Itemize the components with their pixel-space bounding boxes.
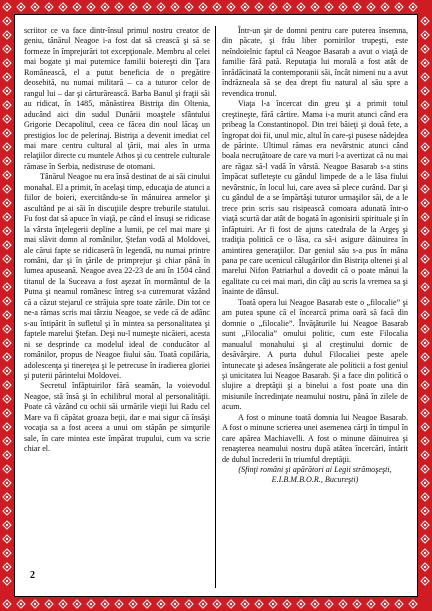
right-paragraph-4: A fost o minune toată domnia lui Neagoe Basarab. A fost o minune scrierea unei asemenea cărţi în timpul în care apărea Machiavelli. A fost o minune dăinuirea şi renaşterea neamului nostru după atâtea încercări, întărit de duhul încrederii în triumful dreptăţii. <box>222 412 408 464</box>
ornament-dot <box>132 603 134 605</box>
ornament-dot <box>424 384 426 386</box>
left-paragraph-1: scriitor ce va face dintr-însul primul nostru creator de geniu, tânărul Neagoe i-a fost dat să crească şi să se formeze în împrejurări tot excepţionale. Membru al celei mai bogate şi mai puternice familii boiereşti din Ţara Românească, el a putut beneficia de o pregătire deosebită, nu numai militară – ca a tuturor celor de rangul lui – dar şi cărturărească. Barba Banul şi fraţii săi au ridicat, în 1485, mănăstirea Bistriţa din Oltenia, aducând aici din sudul Dunării moaştele sfântului Grigorie Decapolitul, ceea ce făcea din noul lăcaş un prestigios loc de pelerinaj. Bistriţa a devenit imediat cel mai mare centru cultural al ţării, mai ales în urma relaţiilor directe cu muntele Athos şi cu centrele culturale rămase în Serbia, nedistruse de otomani. <box>24 26 210 171</box>
ornament-dot <box>6 90 8 92</box>
ornament-dot <box>424 34 426 36</box>
ornament-dot <box>202 603 204 605</box>
ornament-dot <box>328 6 330 8</box>
ornament-dot <box>118 6 120 8</box>
ornament-dot <box>384 6 386 8</box>
ornament-dot <box>370 603 372 605</box>
ornament-dot <box>6 328 8 330</box>
ornament-dot <box>424 342 426 344</box>
ornament-dot <box>424 524 426 526</box>
ornament-dot <box>6 342 8 344</box>
ornament-dot <box>6 566 8 568</box>
right-column <box>222 26 408 588</box>
ornament-dot <box>104 603 106 605</box>
ornament-dot <box>286 6 288 8</box>
ornament-dot <box>424 398 426 400</box>
ornament-dot <box>356 603 358 605</box>
source-signature: (Sfinţi români şi apărători ai Legii strămoşeşti, E.I.B.M.B.O.R., Bucureşti) <box>238 465 392 485</box>
ornament-dot <box>6 426 8 428</box>
ornament-dot <box>6 160 8 162</box>
ornament-dot <box>6 216 8 218</box>
ornament-dot <box>76 603 78 605</box>
ornament-dot <box>160 6 162 8</box>
ornament-dot <box>48 6 50 8</box>
ornament-dot <box>424 104 426 106</box>
left-paragraph-3: Secretul înfăptuirilor fără seamăn, la voievodul Neagoe, stă însă şi în echilibrul moral al personalităţii. Poate că văzând cu ochii săi urmările vieţii lui Radu cel Mare va fi căpătat groaza beţii, dar e mai sigur că însăşi vocaţia sa a fost aceea a unui om stăpân pe simţurile sale, în care mintea este împărat trupului, cum va scrie chiar el. <box>24 381 210 454</box>
ornament-dot <box>244 603 246 605</box>
ornament-dot <box>300 6 302 8</box>
ornament-dot <box>188 6 190 8</box>
ornament-dot <box>6 496 8 498</box>
ornament-dot <box>356 6 358 8</box>
ornament-dot <box>424 552 426 554</box>
right-paragraph-2: Viaţa l-a încercat din greu şi a primit totul creştineşte, fără cârtire. Mama i-a murit atunci când era pribeag la Constantinopol. Din trei băieţi şi două fete, a îngropat doi fii, unul mic, altul în care-şi pusese nădejdea de părinte. Ultimul rămas era nevârstnic atunci când boala necruţătoare de care va muri l-a avertizat că nu mai are răgaz să-l vadă în vârstă. Neagoe Basarab s-a stins împăcat sufleteşte cu gândul limpede de a le lăsa fiului nevârstnic, în locul lui, care avea să plece curând. Dar şi cu gândul de a se împărtăşi tuturor urmaşilor săi, de a le trece prin scris sau risipească comoara adunată într-o viaţă scurtă dar atât de bogată în agonisirii spirituale şi în înfăptuiri. Ar fi fost de ajuns catedrala de la Argeş şi tradiţia politică ce o lăsa, ca să-i asigure dăinuirea în amintirea generaţiilor. Dar geniul său s-a pus în mâna pana pe care ucenicul călugărilor din Bistriţa oltenei şi al marelui Nifon Patriarhul a dovedit că o poate mânui la egalitate cu cei mai mari, din câţi au scris la vremea sa şi înainte de dânsul. <box>222 99 408 297</box>
ornament-dot <box>424 48 426 50</box>
ornament-dot <box>90 6 92 8</box>
ornament-dot <box>6 552 8 554</box>
text-columns <box>24 26 408 588</box>
ornament-dot <box>258 603 260 605</box>
ornament-dot <box>424 230 426 232</box>
ornament-dot <box>6 538 8 540</box>
ornament-dot <box>6 356 8 358</box>
ornament-dot <box>424 216 426 218</box>
ornament-dot <box>132 6 134 8</box>
ornament-dot <box>424 272 426 274</box>
ornament-dot <box>6 468 8 470</box>
ornament-dot <box>188 603 190 605</box>
ornament-dot <box>424 538 426 540</box>
ornament-dot <box>342 603 344 605</box>
ornament-dot <box>6 384 8 386</box>
ornament-dot <box>118 603 120 605</box>
ornament-dot <box>424 118 426 120</box>
ornament-dot <box>6 398 8 400</box>
ornament-dot <box>174 603 176 605</box>
ornament-dot <box>424 188 426 190</box>
ornament-dot <box>146 603 148 605</box>
left-paragraph-2: Tânărul Neagoe nu era însă destinat de ai săi cinului monahal. El a primit, în acelaşi timp, educaţia de atunci a fiilor de boieri, exercitându-se în mânuirea armelor şi ascultând pe ai săi în discuţiile despre treburile statului. Fu fost dat să apuce în viaţă, pe când el însuşi se ridicase la vârsta înţelegerii depline a lumii, pe cel mai mare şi mai slăvit domn al românilor, Ştefan vodă al Moldovei, ale cărui fapte se ridicaseră în legendă, nu numai printre români, dar şi în ţările de primprejur şi chiar până în lumea apuseană. Neagoe avea 22-23 de ani în 1504 când titanul de la Suceava a fost aşezat în mormântul de la Putna şi neamul românesc întreg s-a cutremurat văzând că a căzut stejarul ce străjuia spre toate zările. Din tot ce ne-a rămas scris mai târziu Neagoe, se vede că de adânc s-au întipărit în sufletul şi în mintea sa personalitatea şi faptele marelui Ştefan. Deşi nu-l numeşte nicăieri, acesta ni se desprinde ca modelul ideal de conducător al românilor, propus de Neagoe fiului său. Toată copilăria, adolescenţa şi tinereţea şi le petrecuse în iradierea gloriei şi puterii părintelui Moldovei. <box>24 172 210 380</box>
ornament-dot <box>424 20 426 22</box>
ornament-dot <box>6 244 8 246</box>
ornament-dot <box>424 510 426 512</box>
ornament-dot <box>6 524 8 526</box>
ornament-dot <box>6 300 8 302</box>
ornament-dot <box>6 454 8 456</box>
ornament-dot <box>146 6 148 8</box>
ornament-dot <box>424 454 426 456</box>
ornament-dot <box>424 496 426 498</box>
ornament-dot <box>6 482 8 484</box>
ornament-dot <box>424 468 426 470</box>
ornament-dot <box>398 6 400 8</box>
ornament-dot <box>6 20 8 22</box>
ornament-dot <box>314 603 316 605</box>
ornament-dot <box>424 482 426 484</box>
ornament-dot <box>412 603 414 605</box>
ornament-dot <box>202 6 204 8</box>
ornament-dot <box>424 370 426 372</box>
ornament-dot <box>76 6 78 8</box>
ornament-dot <box>424 356 426 358</box>
ornament-dot <box>62 603 64 605</box>
ornament-dot <box>424 160 426 162</box>
ornament-dot <box>6 48 8 50</box>
ornament-dot <box>384 603 386 605</box>
ornament-dot <box>6 188 8 190</box>
ornament-dot <box>314 6 316 8</box>
ornament-dot <box>6 286 8 288</box>
ornament-dot <box>424 314 426 316</box>
ornament-dot <box>424 566 426 568</box>
ornament-dot <box>216 6 218 8</box>
ornament-dot <box>424 300 426 302</box>
ornament-dot <box>300 603 302 605</box>
ornament-dot <box>6 62 8 64</box>
page-number: 2 <box>30 570 35 581</box>
ornament-dot <box>272 603 274 605</box>
ornament-dot <box>328 603 330 605</box>
ornament-dot <box>230 6 232 8</box>
ornament-dot <box>424 132 426 134</box>
ornament-dot <box>6 580 8 582</box>
ornament-dot <box>6 314 8 316</box>
ornament-dot <box>424 426 426 428</box>
ornament-dot <box>6 104 8 106</box>
ornament-dot <box>6 34 8 36</box>
ornament-dot <box>6 132 8 134</box>
ornament-dot <box>104 6 106 8</box>
ornament-dot <box>424 440 426 442</box>
ornament-dot <box>160 603 162 605</box>
ornament-dot <box>272 6 274 8</box>
ornament-dot <box>6 370 8 372</box>
ornament-dot <box>424 412 426 414</box>
ornament-dot <box>34 6 36 8</box>
ornament-dot <box>424 286 426 288</box>
ornament-dot <box>424 76 426 78</box>
ornament-dot <box>424 202 426 204</box>
ornament-dot <box>424 90 426 92</box>
ornament-dot <box>424 62 426 64</box>
ornament-dot <box>424 146 426 148</box>
ornament-dot <box>34 603 36 605</box>
ornament-dot <box>370 6 372 8</box>
ornament-dot <box>412 6 414 8</box>
right-paragraph-3: Toată opera lui Neagoe Basarab este o „filocalie” şi am putea spune că el încearcă prima oară să facă din domnie o „filocalie”. Învăţăturile lui Neagoe Basarab sunt „Filocalia” omului politic, cum este Filocalia manualul monahului şi al creştinului dornic de desăvârşire. A purta duhul Filocaliei peste apele întunecate şi adesea însângerate ale politicii a fost geniul şi unicitatea lui Neagoe Basarab. Şi a face din politică o slujire a dreptăţii şi a binelui a fost poate una din misiunile încredinţate neamului nostru, până în zilele de acum. <box>222 297 408 412</box>
ornament-dot <box>6 6 8 8</box>
ornament-dot <box>258 6 260 8</box>
ornament-dot <box>6 202 8 204</box>
ornament-dot <box>20 6 22 8</box>
ornament-dot <box>6 76 8 78</box>
ornament-dot <box>174 6 176 8</box>
ornament-dot <box>6 272 8 274</box>
ornament-dot <box>424 244 426 246</box>
ornament-dot <box>6 412 8 414</box>
ornament-dot <box>230 603 232 605</box>
ornament-dot <box>6 230 8 232</box>
ornament-dot <box>424 580 426 582</box>
right-paragraph-1: Într-un şir de domni pentru care puterea însemna, din păcate, şi frâu liber pornirilor trupeşti, este neîndoielnic faptul că Neagoe Basarab a avut o viaţă de familie fără pată. Reputaţia lui morală a fost atât de înrădăcinată la contemporanii săi, încât nimeni nu a avut îndrăzneala să se dea drept fiu natural al său spre a revendica tronul. <box>222 26 408 98</box>
ornament-dot <box>6 174 8 176</box>
ornament-dot <box>90 603 92 605</box>
left-column <box>24 26 210 588</box>
ornament-dot <box>6 603 8 605</box>
ornament-dot <box>6 258 8 260</box>
ornament-dot <box>286 603 288 605</box>
ornament-dot <box>48 603 50 605</box>
ornament-dot <box>216 603 218 605</box>
ornament-dot <box>342 6 344 8</box>
ornament-dot <box>424 174 426 176</box>
ornament-dot <box>62 6 64 8</box>
ornament-dot <box>424 328 426 330</box>
ornament-dot <box>244 6 246 8</box>
ornament-dot <box>6 440 8 442</box>
ornament-dot <box>6 118 8 120</box>
ornament-dot <box>6 510 8 512</box>
ornament-dot <box>20 603 22 605</box>
ornament-dot <box>6 146 8 148</box>
ornament-dot <box>424 258 426 260</box>
ornament-dot <box>398 603 400 605</box>
